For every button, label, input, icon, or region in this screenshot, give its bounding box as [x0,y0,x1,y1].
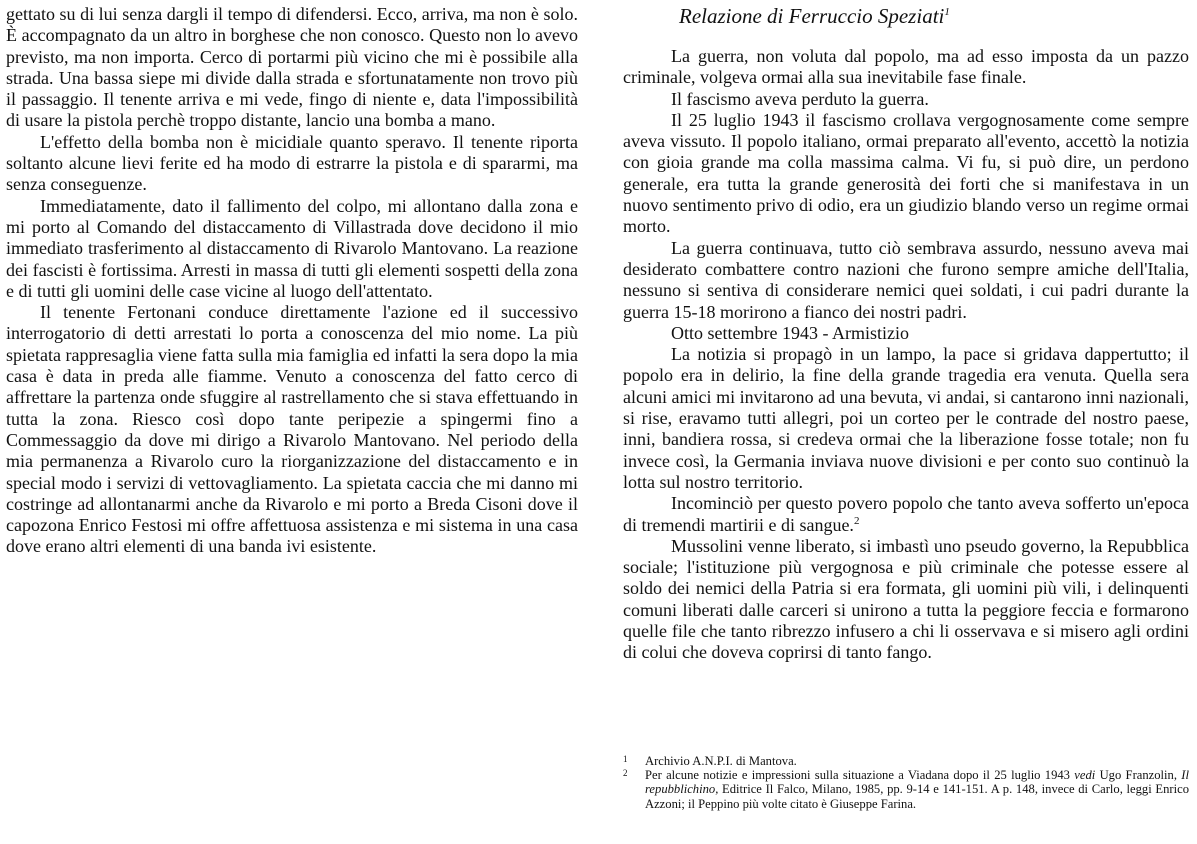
footnote-mark: 1 [623,754,628,764]
right-column [623,4,1189,664]
left-paragraph: Il tenente Fertonani conduce direttamente l'azione ed il successivo interrogatorio di detti arrestati lo porta a conoscenza del mio nome. La più spietata rappresaglia viene fatta sulla mia famiglia ed infatti la sera dopo la mia casa è data in preda alle fiamme. Venuto a conoscenza del fatto cerco di affrettare la partenza onde sfuggire al rastrellamento che si stava effettuando in tutta la zona. Riesco così dopo tante peripezie a spingermi fino a Commessaggio da dove mi dirigo a Rivarolo Mantovano. Nel periodo della mia permanenza a Rivarolo curo la riorganizzazione del distaccamento e in special modo i servizi di vettovagliamento. La spietata caccia che mi danno mi costringe ad allontanarmi anche da Rivarolo e mi porto a Breda Cisoni dove il capozona Enrico Festosi mi offre affettuosa assistenza e mi sistema in una casa dove erano altri elementi di una banda ivi esistente. [6,302,578,557]
right-paragraph: Mussolini venne liberato, si imbastì uno pseudo governo, la Repubblica sociale; l'istituzione più vergognosa e più criminale che potesse essere al soldo dei nemici della Patria si era formata, gli uomini più vili, i delinquenti comuni liberati dalle carceri si unirono a tutta la peggiore feccia e formarono quelle file che tanto ribrezzo infusero a chi li osservava e si misero agli ordini di colui che doveva coprirsi di tanto fango. [623,535,1189,663]
footnote-book-title: Il repubblichino, [645,768,1189,797]
right-paragraph: La notizia si propagò in un lampo, la pace si gridava dappertutto; il popolo era in delirio, la fine della grande tragedia era venuta. Quella sera alcuni amici mi invitarono ad una bevuta, vi andai, si cantarono inni nazionali, si rise, eravamo tutti allegri, poi un corteo per le contrade del nostro paese, inni, bandiera rossa, si credeva ormai che la liberazione fosse totale; non fu invece così, la Germania inviava nuove divisioni e per conto suo continuò la lotta sul nostro territorio. [623,344,1189,492]
right-paragraph [623,493,1189,536]
footnote-segment: Editrice Il Falco, Milano, 1985, pp. 9-14 e 141-151. A p. 148, invece di Carlo, leggi Enrico Azzoni; il Peppino più volte citato è Giuseppe Farina. [645,782,1189,811]
left-paragraph: L'effetto della bomba non è micidiale quanto speravo. Il tenente riporta soltanto alcune lievi ferite ed ha modo di estrarre la pistola e di spararmi, ma senza conseguenze. [6,131,578,195]
footnotes [623,754,1189,811]
footnote-segment: Per alcune notizie e impressioni sulla situazione a Viadana dopo il 25 luglio 1943 [645,768,1075,783]
paragraph-text: Incominciò per questo povero popolo che tanto aveva sofferto un'epoca di tremendi martirii e di sangue. [623,493,1189,535]
right-paragraph: La guerra, non voluta dal popolo, ma ad esso imposta da un pazzo criminale, volgeva ormai alla sua inevitabile fase finale. [623,46,1189,88]
right-paragraph: Otto settembre 1943 - Armistizio [671,322,909,343]
footnote-ref: 1 [944,6,950,18]
right-paragraph: La guerra continuava, tutto ciò sembrava assurdo, nessuno aveva mai desiderato combattere contro nazioni che furono sempre amiche dell'Italia, nessuno si sentiva di considerare nemici quei soldati, i cui padri durante la guerra 15-18 morirono a fianco dei nostri padri. [623,237,1189,322]
footnote [623,754,1189,768]
left-paragraph: gettato su di lui senza dargli il tempo di difendersi. Ecco, arriva, ma non è solo. È accompagnato da un altro in borghese che non conosco. Questo non lo avevo previsto, ma non importa. Cerco di portarmi più vicino che mi è possibile alla strada. Una bassa siepe mi divide dalla strada e sfortunatamente non trovo più il passaggio. Il tenente arriva e mi vede, fingo di niente e, data l'impossibilità di usare la pistola perchè troppo distante, lancio una bomba a mano. [6,4,578,131]
right-paragraph: Il 25 luglio 1943 il fascismo crollava vergognosamente come sempre aveva vissuto. Il popolo italiano, ormai preparato all'evento, accettò la notizia con gioia grande ma colla massima calma. Vi fu, si può dire, un perdono generale, era tutta la grande generosità dei forti che si manifestava in un nuovo sentimento privo di odio, era un giudizio blando verso un regime ormai morto. [623,109,1189,237]
left-paragraph: Immediatamente, dato il fallimento del colpo, mi allontano dalla zona e mi porto al Comando del distaccamento di Villastrada dove decidono il mio immediato trasferimento al distaccamento di Rivarolo Mantovano. La reazione dei fascisti è fortissima. Arresti in massa di tutti gli elementi sospetti della zona e di tutti gli uomini delle case vicine al luogo dell'attentato. [6,195,578,301]
footnote-ref: 2 [853,514,860,527]
footnote-text [645,768,1189,811]
footnote-text: Archivio A.N.P.I. di Mantova. [645,754,797,768]
footnote-segment: Ugo Franzolin, [1095,768,1182,783]
footnote-italic: vedi [1074,768,1096,783]
right-paragraph: Il fascismo aveva perduto la guerra. [671,88,929,109]
footnote [623,768,1189,811]
section-title [623,4,1189,28]
footnote-mark: 2 [623,768,628,779]
left-column [6,4,578,558]
section-title-text: Relazione di Ferruccio Speziati [679,4,945,28]
